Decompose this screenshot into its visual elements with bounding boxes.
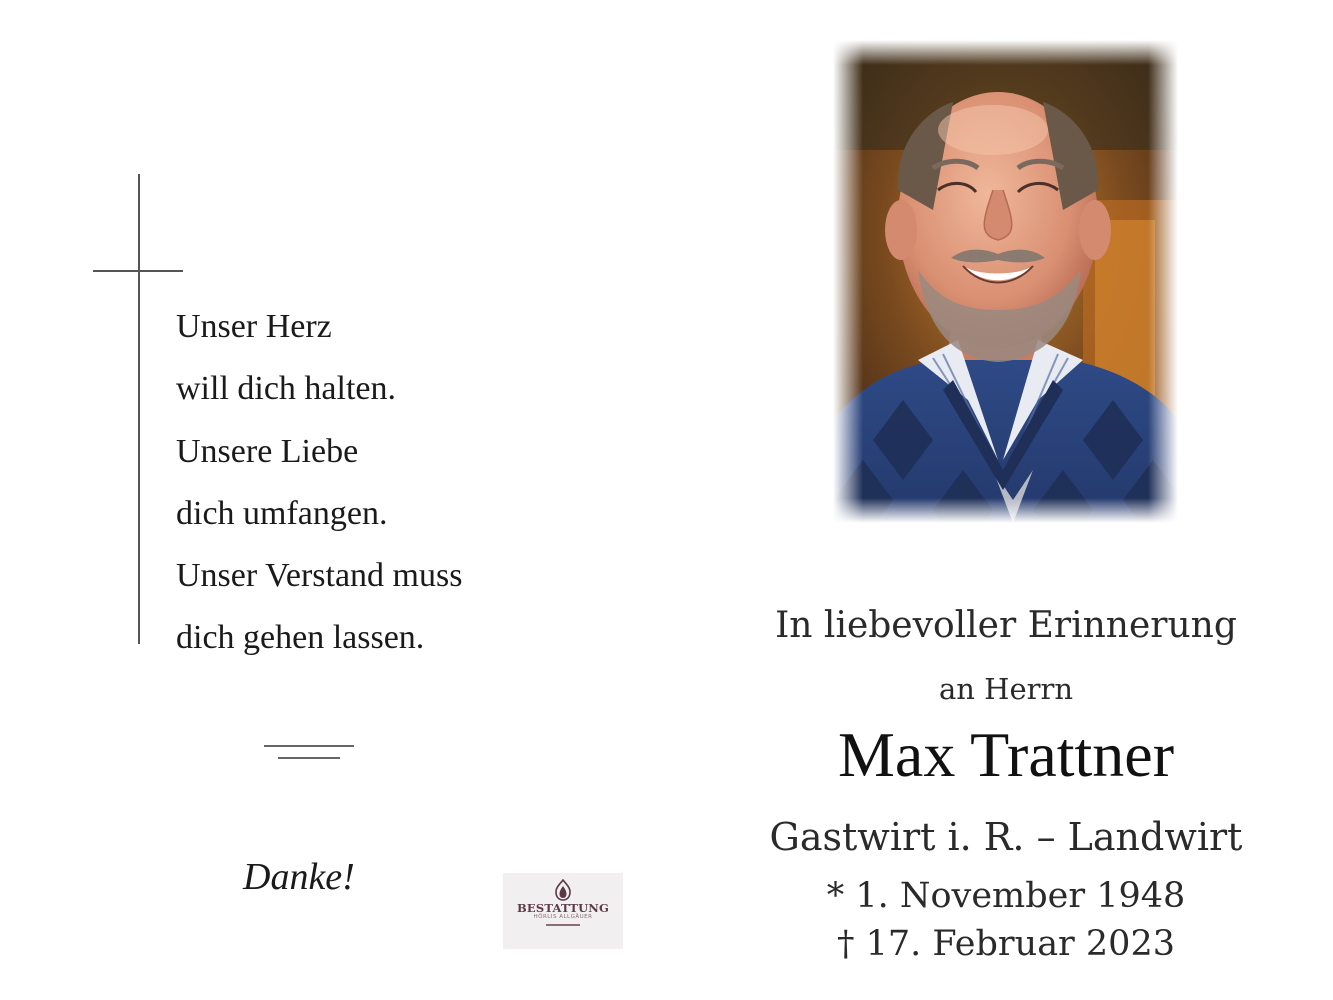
memorial-intro: In liebevoller Erinnerung [775,605,1237,646]
poem-line: Unsere Liebe [176,432,359,470]
funeral-home-logo [503,873,623,949]
poem-line: will dich halten. [176,370,397,408]
logo-rule [546,924,580,926]
poem-line: Unser Verstand muss [176,557,463,595]
deceased-name: Max Trattner [838,719,1174,790]
poem-line: dich umfangen. [176,494,388,532]
ornament-divider-short [278,757,340,759]
deceased-occupation: Gastwirt i. R. – Landwirt [769,815,1243,859]
poem-line: dich gehen lassen. [176,619,425,657]
ornament-divider-long [264,745,354,747]
logo-title: BESTATTUNG [516,901,610,915]
thanks-text: Danke! [243,856,355,898]
death-date: † 17. Februar 2023 [837,924,1175,964]
flame-icon [552,879,574,901]
cross-horizontal-beam [93,270,183,272]
cross-vertical-beam [138,174,140,644]
birth-date: * 1. November 1948 [826,876,1186,916]
logo-subtitle: HÖRLIS ALLGÄUER [533,914,593,920]
memorial-salutation: an Herrn [938,672,1074,706]
memorial-poem [176,296,462,670]
portrait-photo [833,40,1178,523]
poem-line: Unser Herz [176,308,332,345]
